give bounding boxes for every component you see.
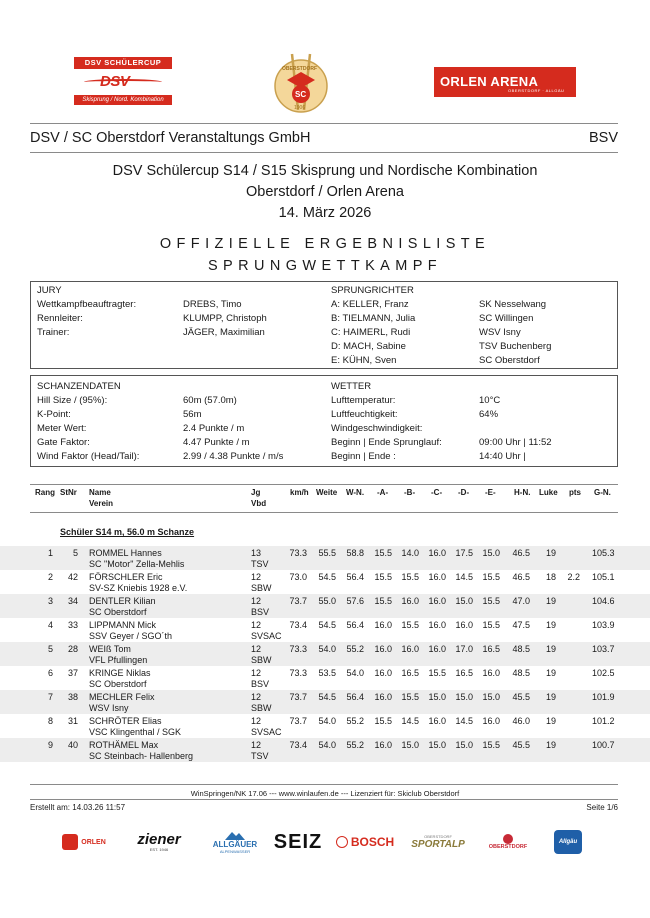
- jury-value: KLUMPP, Christoph: [183, 313, 267, 324]
- cell-kmh: 73.7: [289, 596, 307, 606]
- hill-heading: SCHANZENDATEN: [37, 381, 121, 392]
- cell-name: WEIß Tom: [89, 644, 131, 654]
- col-e: -E-: [485, 488, 496, 497]
- cell-vbd: BSV: [251, 607, 270, 617]
- cell-weite: 55.5: [318, 548, 336, 558]
- sponsor-oberstdorf: [482, 826, 534, 858]
- cell-jg: 12: [251, 620, 262, 630]
- page-number: Seite 1/6: [586, 803, 618, 812]
- table-row: [0, 594, 650, 618]
- judge-name: D: MACH, Sabine: [331, 341, 406, 352]
- judge-club: SC Willingen: [479, 313, 534, 324]
- cell-weite: 54.0: [318, 740, 336, 750]
- hill-value: 4.47 Punkte / m: [183, 437, 250, 448]
- cell-gn: 105.1: [592, 572, 615, 582]
- cell-hn: 47.5: [512, 620, 530, 630]
- cell-e: 15.5: [482, 740, 500, 750]
- hill-label: Gate Faktor:: [37, 437, 90, 448]
- cell-gn: 105.3: [592, 548, 615, 558]
- cell-e: 16.0: [482, 716, 500, 726]
- event-venue: Oberstdorf / Orlen Arena: [246, 184, 404, 200]
- sponsor-oberstdorf-text: OBERSTDORF: [488, 844, 528, 850]
- cell-rang: 3: [47, 596, 53, 606]
- software-credit: WinSpringen/NK 17.06 --- www.winlaufen.de --- Lizenziert für: Skiclub Oberstdorf: [190, 789, 460, 798]
- allgau-badge-icon: [554, 830, 582, 854]
- cell-kmh: 73.7: [289, 716, 307, 726]
- sponsor-allgauer: [208, 826, 262, 858]
- cell-wn: 54.0: [346, 668, 364, 678]
- judge-name: B: TIELMANN, Julia: [331, 313, 416, 324]
- cell-gn: 101.2: [592, 716, 615, 726]
- cell-rang: 5: [47, 644, 53, 654]
- cell-c: 16.0: [428, 644, 446, 654]
- cell-c: 16.0: [428, 620, 446, 630]
- cell-c: 16.0: [428, 596, 446, 606]
- organizer-abbr: BSV: [588, 130, 618, 146]
- hill-weather-box: [30, 375, 618, 467]
- hill-label: Wind Faktor (Head/Tail):: [37, 451, 140, 462]
- col-rang: Rang: [35, 488, 55, 497]
- cell-stnr: 37: [67, 668, 78, 678]
- cell-d: 15.0: [455, 740, 473, 750]
- cell-name: DENTLER Kilian: [89, 596, 156, 606]
- cell-hn: 46.5: [512, 548, 530, 558]
- cell-a: 16.0: [374, 620, 392, 630]
- cell-weite: 54.0: [318, 644, 336, 654]
- organizer-name: DSV / SC Oberstdorf Veranstaltungs GmbH: [30, 130, 311, 146]
- cell-d: 14.5: [455, 572, 473, 582]
- cell-kmh: 73.7: [289, 692, 307, 702]
- document-title: OFFIZIELLE ERGEBNISLISTE: [159, 236, 491, 252]
- dsv-schuelercup-logo: [74, 57, 172, 109]
- bosch-armature-icon: [336, 836, 348, 848]
- cell-e: 15.0: [482, 548, 500, 558]
- col-verein: Verein: [89, 499, 114, 508]
- cell-b: 14.0: [401, 548, 419, 558]
- table-row: [0, 690, 650, 714]
- footer-rule-bottom: [30, 799, 618, 800]
- cell-pts: 2.2: [567, 572, 580, 582]
- cell-e: 16.0: [482, 668, 500, 678]
- cell-weite: 53.5: [318, 668, 336, 678]
- table-header-rule-top: [30, 484, 618, 485]
- cell-a: 16.0: [374, 668, 392, 678]
- cell-c: 16.0: [428, 716, 446, 726]
- weather-value: 14:40 Uhr |: [479, 451, 526, 462]
- weather-label: Windgeschwindigkeit:: [331, 423, 423, 434]
- cell-luke: 19: [545, 644, 556, 654]
- dsv-logo-mark: [84, 71, 162, 91]
- cell-wn: 55.2: [346, 716, 364, 726]
- orlen-arena-logo-text: ORLEN ARENA: [440, 74, 539, 89]
- col-luke: Luke: [539, 488, 558, 497]
- cell-b: 15.5: [401, 572, 419, 582]
- cell-rang: 8: [47, 716, 53, 726]
- cell-a: 15.5: [374, 716, 392, 726]
- cell-a: 15.5: [374, 572, 392, 582]
- judge-club: WSV Isny: [479, 327, 521, 338]
- cell-gn: 102.5: [592, 668, 615, 678]
- table-row: [0, 570, 650, 594]
- cell-kmh: 73.3: [289, 644, 307, 654]
- table-row: [0, 546, 650, 570]
- cell-verein: SC Steinbach- Hallenberg: [89, 751, 194, 761]
- cell-gn: 103.7: [592, 644, 615, 654]
- cell-luke: 19: [545, 668, 556, 678]
- table-row: [0, 714, 650, 738]
- cell-luke: 19: [545, 740, 556, 750]
- mountain-icon: [225, 831, 245, 840]
- sponsor-ziener-sub: EST. 1946: [149, 847, 169, 852]
- cell-jg: 12: [251, 644, 262, 654]
- jury-heading: JURY: [37, 285, 62, 296]
- event-title: DSV Schülercup S14 / S15 Skisprung und Nordische Kombination: [112, 163, 538, 179]
- hill-value: 2.99 / 4.38 Punkte / m/s: [183, 451, 284, 462]
- weather-label: Beginn | Ende Sprunglauf:: [331, 437, 442, 448]
- cell-stnr: 34: [67, 596, 78, 606]
- cell-a: 16.0: [374, 740, 392, 750]
- col-d: -D-: [458, 488, 470, 497]
- cell-weite: 54.5: [318, 572, 336, 582]
- cell-verein: SSV Geyer / SGO´th: [89, 631, 173, 641]
- table-row: [0, 738, 650, 762]
- cell-vbd: BSV: [251, 679, 270, 689]
- cell-jg: 12: [251, 716, 262, 726]
- jury-label: Trainer:: [37, 327, 70, 338]
- cell-a: 15.5: [374, 596, 392, 606]
- table-row: [0, 666, 650, 690]
- col-stnr: StNr: [60, 488, 77, 497]
- judge-name: E: KÜHN, Sven: [331, 355, 397, 366]
- hill-label: K-Point:: [37, 409, 71, 420]
- cell-stnr: 42: [67, 572, 78, 582]
- cell-gn: 103.9: [592, 620, 615, 630]
- cell-rang: 4: [47, 620, 53, 630]
- cell-jg: 12: [251, 572, 262, 582]
- cell-rang: 2: [47, 572, 53, 582]
- cell-e: 15.5: [482, 620, 500, 630]
- weather-heading: WETTER: [331, 381, 372, 392]
- dsv-logo-mark-text: DSV: [100, 73, 130, 90]
- cell-d: 14.5: [455, 716, 473, 726]
- cell-weite: 55.0: [318, 596, 336, 606]
- cell-luke: 19: [545, 716, 556, 726]
- cell-vbd: SBW: [251, 583, 272, 593]
- cell-kmh: 73.3: [289, 668, 307, 678]
- judges-heading: SPRUNGRICHTER: [331, 285, 414, 296]
- cell-stnr: 33: [67, 620, 78, 630]
- cell-wn: 56.4: [346, 572, 364, 582]
- cell-hn: 46.0: [512, 716, 530, 726]
- judge-club: TSV Buchenberg: [479, 341, 552, 352]
- jury-label: Rennleiter:: [37, 313, 83, 324]
- sponsor-ziener: [122, 826, 196, 858]
- cell-jg: 12: [251, 668, 262, 678]
- cell-name: LIPPMANN Mick: [89, 620, 157, 630]
- cell-kmh: 73.4: [289, 620, 307, 630]
- cell-weite: 54.5: [318, 692, 336, 702]
- cell-stnr: 31: [67, 716, 78, 726]
- section-title: Schüler S14 m, 56.0 m Schanze: [60, 527, 195, 537]
- cell-d: 15.0: [455, 596, 473, 606]
- sponsor-seiz-text: SEIZ: [273, 830, 323, 853]
- cell-c: 15.0: [428, 740, 446, 750]
- hill-value: 56m: [183, 409, 202, 420]
- sc-oberstdorf-logo: [270, 50, 332, 118]
- cell-e: 15.0: [482, 692, 500, 702]
- cell-d: 17.5: [455, 548, 473, 558]
- sponsor-ziener-text: ziener: [137, 831, 181, 848]
- cell-gn: 101.9: [592, 692, 615, 702]
- cell-b: 14.5: [401, 716, 419, 726]
- cell-b: 16.0: [401, 596, 419, 606]
- cell-hn: 48.5: [512, 644, 530, 654]
- cell-verein: SC Oberstdorf: [89, 607, 147, 617]
- cell-rang: 7: [47, 692, 53, 702]
- cell-verein: SC "Motor" Zella-Mehlis: [89, 559, 185, 569]
- sponsor-allgau: [553, 826, 583, 858]
- jury-label: Wettkampfbeauftragter:: [37, 299, 137, 310]
- weather-value: 64%: [479, 409, 499, 420]
- created-info: [30, 803, 125, 812]
- col-kmh: km/h: [290, 488, 309, 497]
- sc-logo-initials: SC: [295, 90, 307, 99]
- cell-vbd: TSV: [251, 559, 269, 569]
- cell-jg: 12: [251, 692, 262, 702]
- created-label: Erstellt am:: [30, 803, 71, 812]
- footer-rule-top: [30, 784, 618, 785]
- sponsor-seiz: [275, 826, 321, 858]
- cell-rang: 9: [47, 740, 53, 750]
- table-header-rule-bottom: [30, 512, 618, 513]
- hill-value: 2.4 Punkte / m: [183, 423, 245, 434]
- sponsor-sportalp-top: OBERSTDORF: [424, 834, 452, 839]
- jury-value: JÄGER, Maximilian: [183, 327, 265, 338]
- weather-value: 10°C: [479, 395, 501, 406]
- cell-luke: 19: [545, 620, 556, 630]
- sponsor-allgau-text: Allgäu: [558, 839, 578, 845]
- cell-luke: 19: [545, 596, 556, 606]
- header-rule-bottom: [30, 152, 618, 153]
- cell-rang: 6: [47, 668, 53, 678]
- col-a: -A-: [377, 488, 389, 497]
- cell-vbd: SVSAC: [251, 631, 282, 641]
- sponsor-sportalp: [410, 826, 466, 858]
- table-row: [0, 618, 650, 642]
- col-pts: pts: [569, 488, 581, 497]
- col-name: Name: [89, 488, 111, 497]
- sponsor-allgauer-sub: ALPENWASSER: [219, 848, 251, 854]
- hill-value: 60m (57.0m): [183, 395, 237, 406]
- cell-hn: 48.5: [512, 668, 530, 678]
- col-gn: G-N.: [594, 488, 611, 497]
- sponsor-orlen-text: ORLEN: [81, 838, 106, 846]
- cell-wn: 55.2: [346, 740, 364, 750]
- cell-wn: 56.4: [346, 620, 364, 630]
- cell-jg: 13: [251, 548, 262, 558]
- header-rule-top: [30, 123, 618, 124]
- cell-stnr: 40: [67, 740, 78, 750]
- cell-verein: SV-SZ Kniebis 1928 e.V.: [89, 583, 188, 593]
- dsv-logo-bottom-text: Skisprung / Nord. Kombination: [74, 95, 172, 105]
- cell-e: 16.5: [482, 644, 500, 654]
- created-value: 14.03.26 11:57: [72, 803, 126, 812]
- cell-kmh: 73.4: [289, 740, 307, 750]
- cell-d: 17.0: [455, 644, 473, 654]
- cell-vbd: SVSAC: [251, 727, 282, 737]
- cell-hn: 45.5: [512, 740, 530, 750]
- col-b: -B-: [404, 488, 416, 497]
- cell-verein: SC Oberstdorf: [89, 679, 147, 689]
- sponsor-sportalp-text: SPORTALP: [411, 839, 465, 850]
- hill-label: Meter Wert:: [37, 423, 87, 434]
- cell-a: 16.0: [374, 692, 392, 702]
- cell-name: MECHLER Felix: [89, 692, 155, 702]
- cell-b: 15.0: [401, 740, 419, 750]
- cell-kmh: 73.0: [289, 572, 307, 582]
- sc-logo-year: 1906: [294, 105, 306, 111]
- cell-a: 15.5: [374, 548, 392, 558]
- cell-d: 15.0: [455, 692, 473, 702]
- cell-e: 15.5: [482, 572, 500, 582]
- sponsor-orlen: [62, 826, 106, 858]
- cell-luke: 18: [545, 572, 556, 582]
- cell-name: ROTHÄMEL Max: [89, 740, 159, 750]
- sponsor-bosch-text: BOSCH: [350, 835, 395, 849]
- jury-box: [30, 281, 618, 369]
- cell-stnr: 28: [67, 644, 78, 654]
- cell-wn: 56.4: [346, 692, 364, 702]
- dsv-logo-top-text: DSV SCHÜLERCUP: [74, 57, 172, 69]
- col-vbd: Vbd: [251, 499, 267, 508]
- cell-stnr: 38: [67, 692, 78, 702]
- cell-kmh: 73.3: [289, 548, 307, 558]
- cell-jg: 12: [251, 596, 262, 606]
- cell-stnr: 5: [72, 548, 78, 558]
- cell-verein: VSC Klingenthal / SGK: [89, 727, 182, 737]
- cell-c: 15.0: [428, 692, 446, 702]
- sponsor-allgauer-text: ALLGÄUER: [212, 839, 258, 849]
- orlen-sponsor-icon: [62, 834, 78, 850]
- cell-b: 16.5: [401, 668, 419, 678]
- cell-d: 16.5: [455, 668, 473, 678]
- cell-c: 15.5: [428, 668, 446, 678]
- cell-name: FÖRSCHLER Eric: [89, 572, 163, 582]
- cell-wn: 55.2: [346, 644, 364, 654]
- cell-vbd: SBW: [251, 655, 272, 665]
- col-jg: Jg: [251, 488, 261, 497]
- cell-hn: 46.5: [512, 572, 530, 582]
- cell-a: 16.0: [374, 644, 392, 654]
- cell-weite: 54.0: [318, 716, 336, 726]
- cell-luke: 19: [545, 692, 556, 702]
- cell-d: 16.0: [455, 620, 473, 630]
- judge-club: SK Nesselwang: [479, 299, 547, 310]
- event-date: 14. März 2026: [278, 205, 372, 221]
- cell-b: 15.5: [401, 692, 419, 702]
- oberstdorf-heart-icon: [503, 834, 513, 844]
- cell-b: 16.0: [401, 644, 419, 654]
- judge-name: A: KELLER, Franz: [331, 299, 409, 310]
- cell-name: SCHRÖTER Elias: [89, 716, 162, 726]
- col-weite: Weite: [316, 488, 338, 497]
- cell-gn: 104.6: [592, 596, 615, 606]
- orlen-arena-logo: [434, 67, 576, 97]
- cell-b: 15.5: [401, 620, 419, 630]
- cell-verein: VFL Pfullingen: [89, 655, 148, 665]
- cell-gn: 100.7: [592, 740, 615, 750]
- judge-name: C: HAIMERL, Rudi: [331, 327, 411, 338]
- cell-vbd: TSV: [251, 751, 269, 761]
- judge-club: SC Oberstdorf: [479, 355, 540, 366]
- cell-hn: 45.5: [512, 692, 530, 702]
- cell-wn: 57.6: [346, 596, 364, 606]
- hill-label: Hill Size / (95%):: [37, 395, 108, 406]
- col-c: -C-: [431, 488, 443, 497]
- weather-label: Luftfeuchtigkeit:: [331, 409, 398, 420]
- cell-vbd: SBW: [251, 703, 272, 713]
- cell-name: KRINGE Niklas: [89, 668, 151, 678]
- col-hn: H-N.: [514, 488, 531, 497]
- jury-value: DREBS, Timo: [183, 299, 242, 310]
- table-row: [0, 642, 650, 666]
- cell-c: 16.0: [428, 572, 446, 582]
- cell-weite: 54.5: [318, 620, 336, 630]
- cell-luke: 19: [545, 548, 556, 558]
- weather-label: Lufttemperatur:: [331, 395, 396, 406]
- cell-jg: 12: [251, 740, 262, 750]
- weather-label: Beginn | Ende :: [331, 451, 396, 462]
- orlen-arena-logo-sub: OBERSTDORF · ALLGÄU: [508, 88, 565, 93]
- cell-e: 15.5: [482, 596, 500, 606]
- cell-rang: 1: [47, 548, 53, 558]
- weather-value: 09:00 Uhr | 11:52: [479, 437, 552, 448]
- sponsor-bosch: [333, 826, 397, 858]
- cell-name: ROMMEL Hannes: [89, 548, 162, 558]
- col-wn: W-N.: [346, 488, 365, 497]
- cell-hn: 47.0: [512, 596, 530, 606]
- cell-wn: 58.8: [346, 548, 364, 558]
- document-subtitle: SPRUNGWETTKAMPF: [207, 258, 443, 274]
- cell-c: 16.0: [428, 548, 446, 558]
- cell-verein: WSV Isny: [89, 703, 129, 713]
- sc-logo-name: OBERSTDORF: [282, 66, 317, 72]
